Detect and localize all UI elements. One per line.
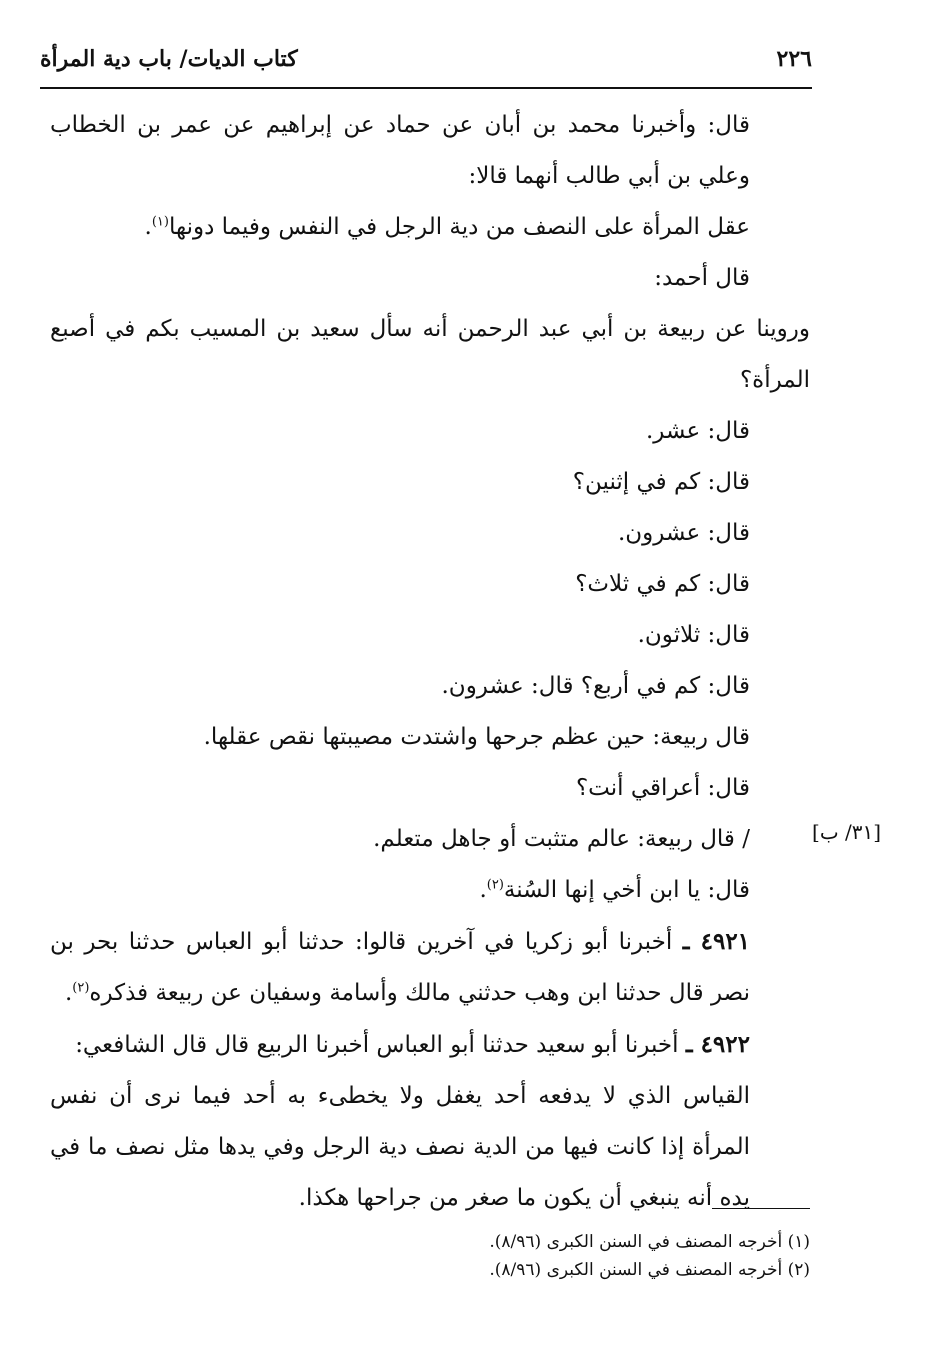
dialogue-line: قال: كم في إثنين؟: [572, 469, 750, 495]
hadith-number: ٤٩٢١ ـ: [682, 928, 751, 955]
paragraph: قال: وأخبرنا محمد بن أبان عن حماد عن إبراهيم عن عمر بن الخطاب وعلي بن أبي طالب أنهما قالا:: [50, 112, 750, 189]
hadith-number: ٤٩٢٢ ـ: [685, 1031, 750, 1058]
paragraph: قال أحمد:: [654, 265, 750, 291]
header-rule: [40, 87, 812, 89]
footnote-ref: (١): [151, 214, 169, 230]
footnotes: [300, 1228, 810, 1284]
dialogue-line: قال: كم في أربع؟ قال: عشرون.: [441, 673, 750, 699]
hadith-4922: ٤٩٢٢ ـ أخبرنا أبو سعيد حدثنا أبو العباس أخبرنا الربيع قال قال الشافعي:: [75, 1031, 750, 1058]
dialogue-line: قال: عشر.: [645, 418, 750, 444]
dialogue-line: قال: أعراقي أنت؟: [575, 775, 750, 801]
footnote-ref: (٢): [72, 980, 90, 996]
running-title: كتاب الديات/ باب دية المرأة: [40, 46, 298, 72]
dialogue-line: قال: كم في ثلاث؟: [575, 571, 750, 597]
page-number: ٢٢٦: [776, 46, 812, 72]
paragraph: وروينا عن ربيعة بن أبي عبد الرحمن أنه سأل سعيد بن المسيب بكم في أصبع المرأة؟: [50, 316, 810, 393]
page-header: [40, 40, 812, 84]
footnote-rule: [712, 1208, 810, 1209]
dialogue-line: قال ربيعة: حين عظم جرحها واشتدت مصيبتها نقص عقلها.: [203, 724, 750, 750]
margin-folio-note: [٣١/ ب]: [812, 820, 882, 844]
paragraph: عقل المرأة على النصف من دية الرجل في النفس وفيما دونها$^{(١)}$.: [144, 214, 750, 240]
hadith-4921: ٤٩٢١ ـ أخبرنا أبو زكريا في آخرين قالوا: حدثنا أبو العباس حدثنا بحر بن نصر قال حدثنا ابن وهب حدثني مالك وأسامة وسفيان عن ربيعة فذكره$^{(٢)}$.: [50, 928, 751, 1006]
footnote: (٢) أخرجه المصنف في السنن الكبرى (٨/٩٦).: [489, 1260, 810, 1280]
paragraph: القياس الذي لا يدفعه أحد يغفل ولا يخطىء به أحد فيما نرى أن نفس المرأة إذا كانت فيها من الدية نصف دية الرجل وفي يدها مثل نصف ما في يده أنه ينبغي أن يكون ما صغر من جراحها هكذا.: [50, 1083, 750, 1211]
dialogue-line: قال: ثلاثون.: [637, 622, 750, 648]
main-text: [50, 100, 810, 1224]
dialogue-line: قال: عشرون.: [617, 520, 750, 546]
dialogue-line: / قال ربيعة: عالم متثبت أو جاهل متعلم.: [373, 826, 750, 852]
footnote-ref: (٢): [486, 877, 504, 893]
dialogue-line: قال: يا ابن أخي إنها السُنة$^{(٢)}$.: [479, 877, 750, 903]
footnote: (١) أخرجه المصنف في السنن الكبرى (٨/٩٦).: [489, 1232, 810, 1252]
